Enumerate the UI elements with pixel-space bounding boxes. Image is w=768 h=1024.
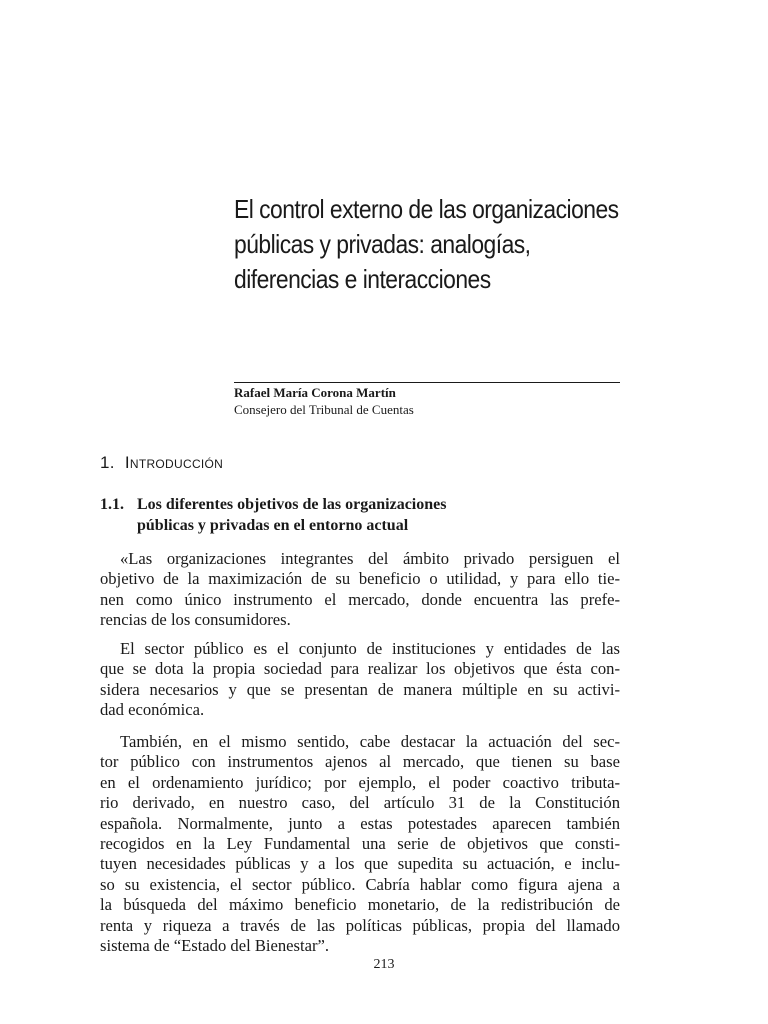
paragraph-line: sistema de “Estado del Bienestar”.	[100, 936, 330, 956]
paragraph-line: El sector público es el conjunto de instituciones y entidades de las	[120, 639, 620, 658]
paragraph-line: dad económica.	[100, 700, 205, 720]
paragraph-line: nen como único instrumento el mercado, donde encuentra las prefe-	[100, 589, 620, 609]
paragraph-line: la búsqueda del máximo beneficio monetario, de la redistribución de	[100, 895, 620, 915]
author-name: Rafael María Corona Martín	[234, 385, 396, 400]
paragraph-line: recogidos en la Ley Fundamental una serie de objetivos que consti-	[100, 834, 620, 854]
article-title	[234, 192, 619, 297]
body-paragraph	[100, 639, 620, 721]
paragraph-line: renta y riqueza a través de las políticas públicas, propia del llamado	[100, 915, 620, 935]
article-title-line: diferencias e interacciones	[234, 264, 491, 294]
paragraph-line: tor público con instrumentos ajenos al mercado, que tienen su base	[100, 752, 620, 772]
page-number: 213	[373, 957, 395, 972]
paragraph-line: española. Normalmente, junto a estas potestades aparecen también	[100, 813, 620, 833]
section-number: 1.	[100, 453, 115, 472]
subsection-heading	[100, 494, 620, 536]
section-heading	[100, 453, 223, 473]
author-divider	[234, 382, 620, 383]
paragraph-line: en el ordenamiento jurídico; por ejemplo, el poder coactivo tributa-	[100, 772, 620, 792]
paragraph-line: objetivo de la maximización de su beneficio o utilidad, y para ello tie-	[100, 569, 620, 589]
subsection-number: 1.1.	[100, 496, 124, 513]
paragraph-line: rio derivado, en nuestro caso, del artículo 31 de la Constitución	[100, 793, 620, 813]
paragraph-line: so su existencia, el sector público. Cabría hablar como figura ajena a	[100, 874, 620, 894]
paragraph-line: tuyen necesidades públicas y a los que supedita su actuación, e inclu-	[100, 854, 620, 874]
body-paragraph	[100, 549, 620, 631]
subsection-title-line: públicas y privadas en el entorno actual	[137, 517, 409, 534]
paragraph-line: También, en el mismo sentido, cabe destacar la actuación del sec-	[120, 732, 620, 751]
body-paragraph	[100, 732, 620, 956]
paragraph-line: que se dota la propia sociedad para realizar los objetivos que ésta con-	[100, 659, 620, 679]
author-affiliation: Consejero del Tribunal de Cuentas	[234, 402, 414, 417]
article-title-line: públicas y privadas: analogías,	[234, 229, 531, 259]
paragraph-line: «Las organizaciones integrantes del ámbito privado persiguen el	[120, 549, 620, 568]
article-title-line: El control externo de las organizaciones	[234, 194, 619, 224]
paragraph-line: rencias de los consumidores.	[100, 610, 291, 630]
paragraph-line: sidera necesarios y que se presentan de manera múltiple en su activi-	[100, 679, 620, 699]
subsection-title-line: Los diferentes objetivos de las organizaciones	[137, 496, 447, 513]
section-title: Introducción	[124, 453, 224, 472]
